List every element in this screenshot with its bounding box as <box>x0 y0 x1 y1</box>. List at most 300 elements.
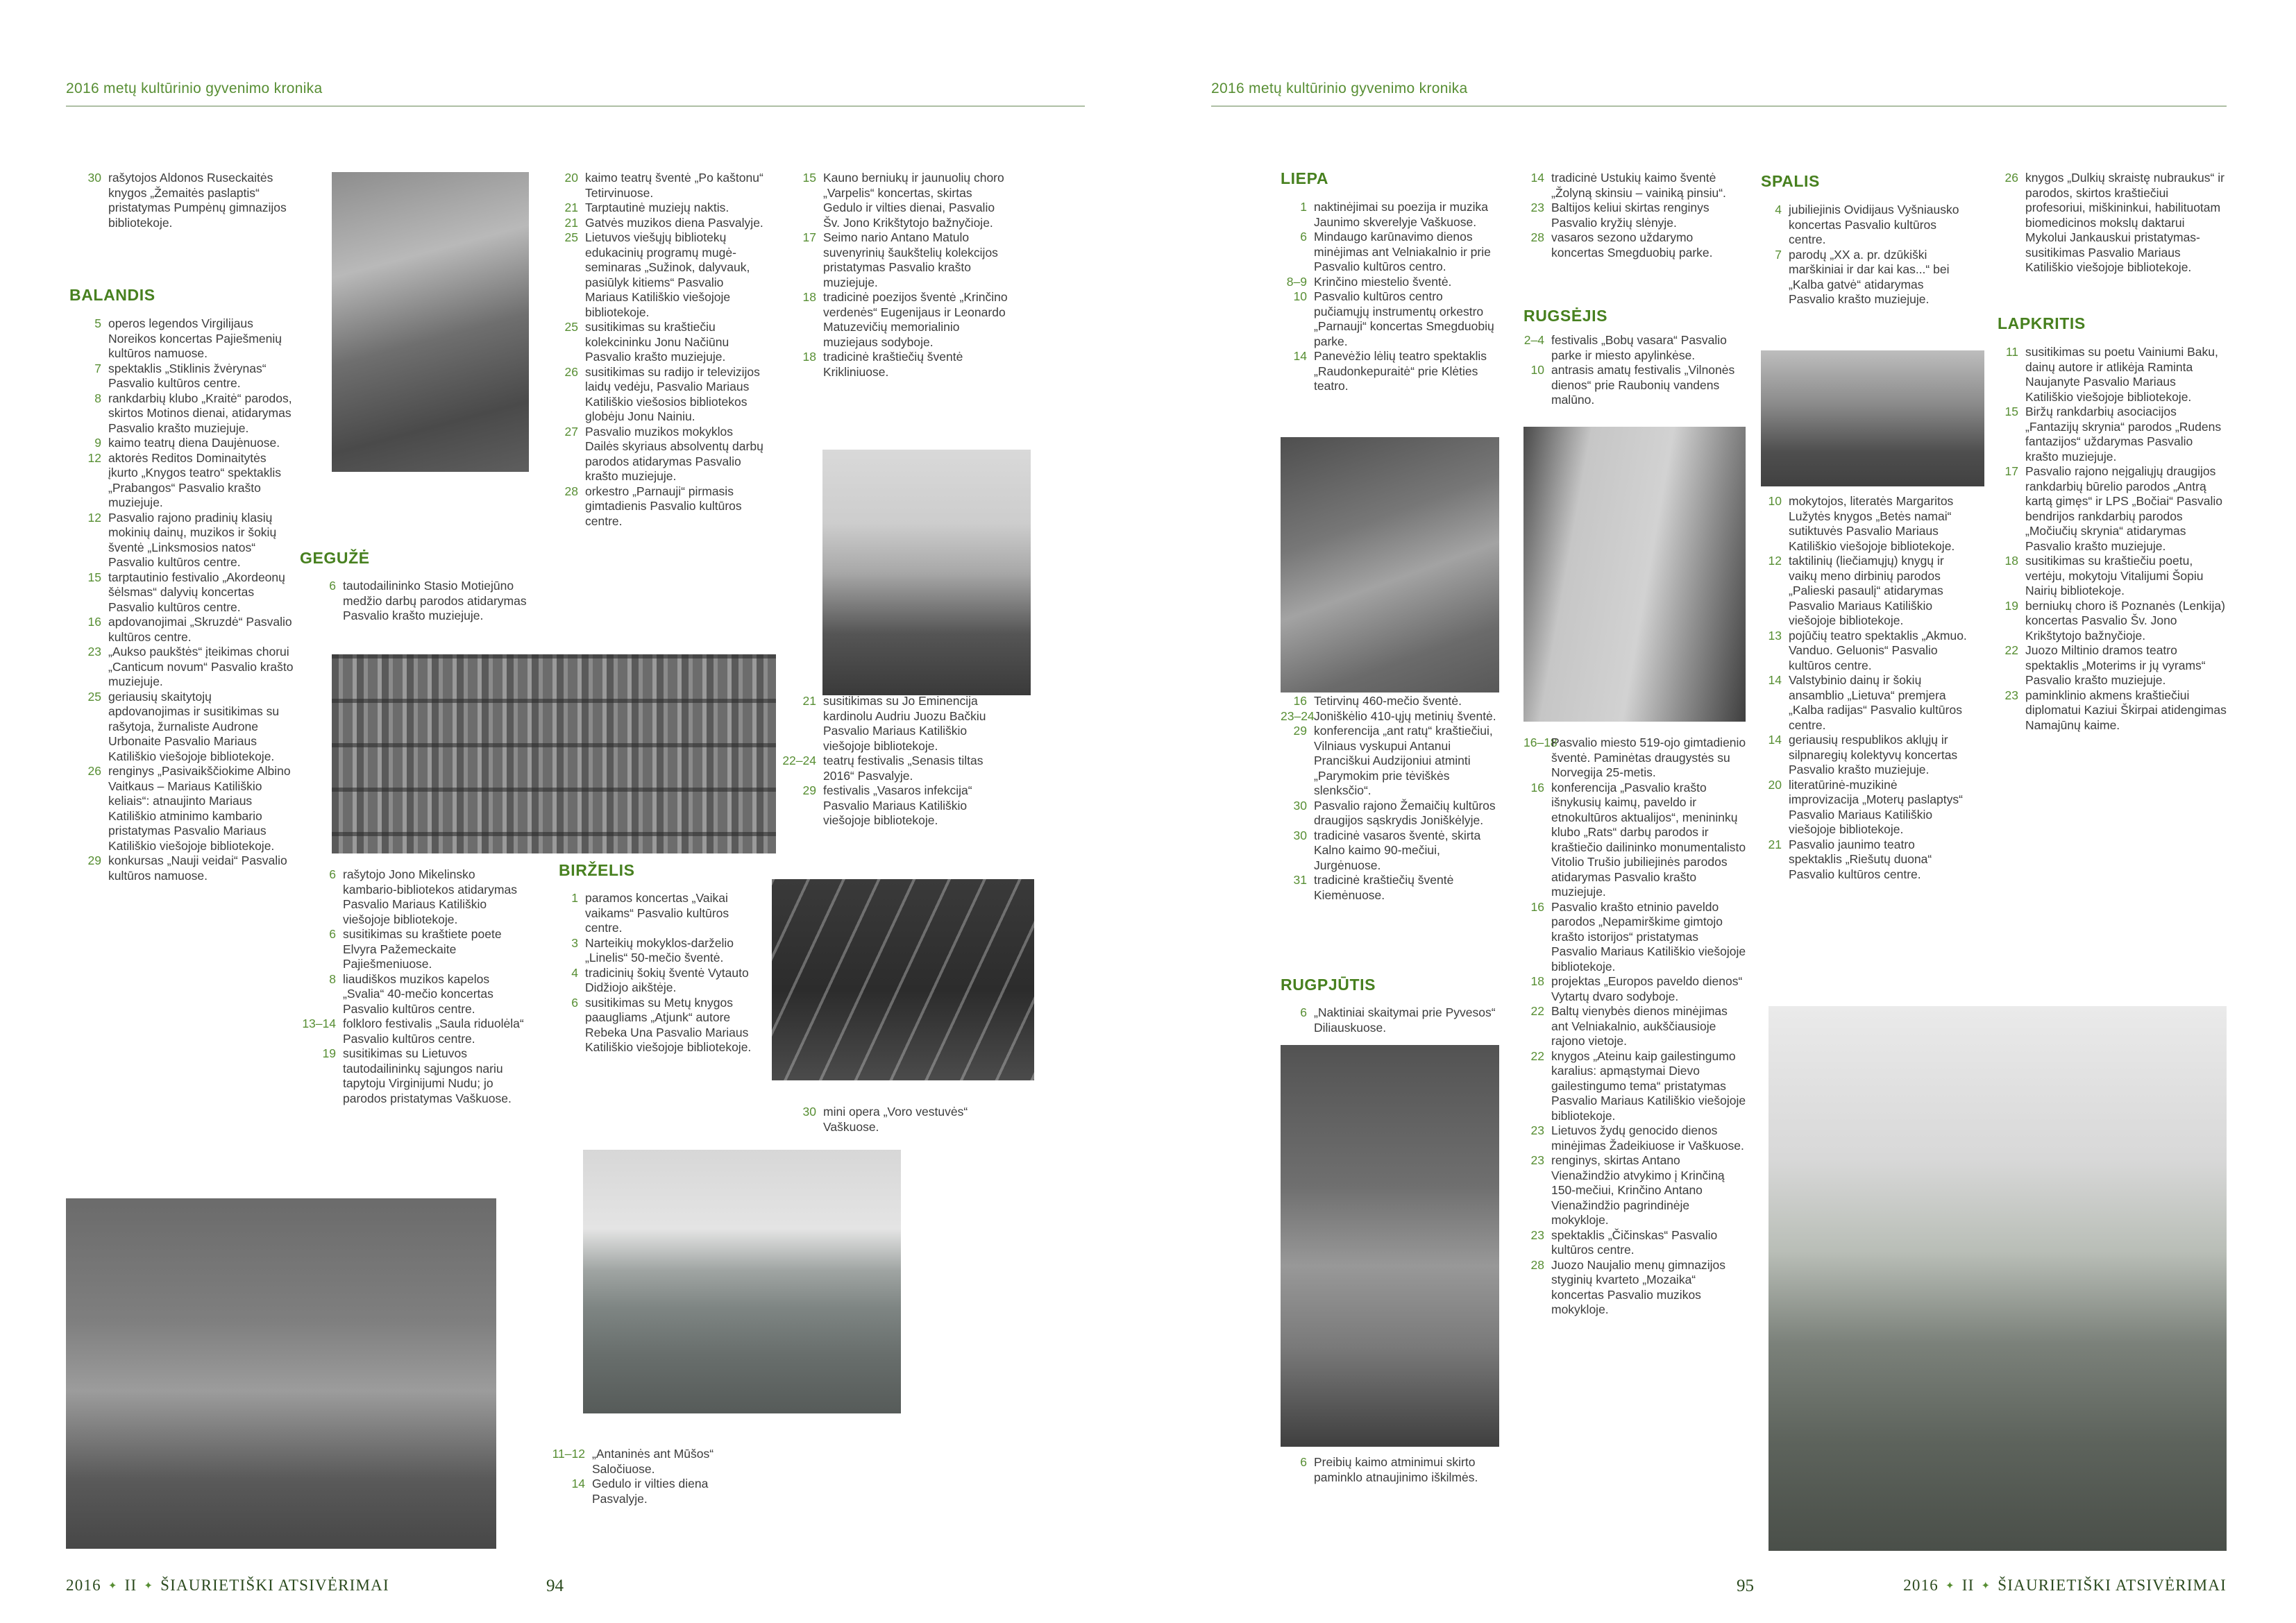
chronicle-entry <box>1761 248 1970 307</box>
entry-date: 6 <box>329 867 336 881</box>
entry-date: 15 <box>2004 405 2018 418</box>
diamond-separator-icon: ✦ <box>144 1581 154 1592</box>
entry-date: 18 <box>1530 974 1544 988</box>
entry-date: 10 <box>1768 494 1782 508</box>
chronicle-entry <box>69 570 296 615</box>
entry-date: 4 <box>571 965 578 980</box>
entry-date: 19 <box>2004 598 2018 613</box>
chronicle-entry <box>1523 1049 1747 1124</box>
entry-text: tradicinių šokių šventė Vytauto Didžiojo aikštėje. <box>585 965 749 994</box>
entry-text: spektaklis „Čičinskas“ Pasvalio kultūros centre. <box>1551 1227 1718 1257</box>
entry-text: tarptautinio festivalio „Akordeonų šėlsmas“ dalyvių koncertas Pasvalio kultūros centre. <box>108 570 285 614</box>
entry-text: apdovanojimai „Skruzdė“ Pasvalio kultūros centre. <box>108 615 292 644</box>
chronicle-entry <box>69 690 296 765</box>
chronicle-entry <box>559 201 769 216</box>
chronicle-entry <box>545 1447 759 1477</box>
entry-date: 17 <box>2004 464 2018 478</box>
entry-text: mini opera „Voro vestuvės“ Vaškuose. <box>823 1105 968 1134</box>
entry-text: knygos „Ateinu kaip gailestingumo karalius: apmąstymai Dievo gailestingumo tema“ pristatymas Pasvalio Mariaus Katiliškio viešojoje bibliotekoje. <box>1551 1048 1746 1123</box>
entry-date: 22 <box>1530 1048 1544 1063</box>
chronicle-entry <box>1281 724 1501 799</box>
entry-text: Juozo Naujalio menų gimnazijos styginių kvarteto „Mozaika“ koncertas Pasvalio muzikos mokykloje. <box>1551 1257 1725 1316</box>
diamond-separator-icon: ✦ <box>1981 1581 1991 1592</box>
chronicle-entry <box>545 1477 759 1506</box>
month-heading-rugpjutis: RUGPJŪTIS <box>1281 976 1376 994</box>
entry-text: projektas „Europos paveldo dienos“ Vytartų dvaro sodyboje. <box>1551 974 1743 1003</box>
chronicle-entry <box>1761 778 1970 838</box>
entry-text: konkursas „Nauji veidai“ Pasvalio kultūros namuose. <box>108 853 287 883</box>
entries-rugsejis <box>1523 333 1747 408</box>
month-heading-rugsejis: RUGSĖJIS <box>1523 307 1608 325</box>
entry-text: susitikimas su poetu Vainiumi Baku, dainų autore ir atlikėja Raminta Naujanyte Pasvalio Mariaus Katiliškio viešojoje bibliotekoje. <box>2025 345 2218 404</box>
diamond-separator-icon: ✦ <box>1945 1581 1955 1592</box>
chronicle-entry <box>559 425 769 484</box>
entry-date: 27 <box>564 424 578 439</box>
chronicle-entry <box>1761 629 1970 674</box>
entry-text: Pasvalio jaunimo teatro spektaklis „Riešutų duona“ Pasvalio kultūros centre. <box>1789 837 1932 881</box>
entry-text: „Antaninės ant Mūšos“ Saločiuose. <box>592 1447 714 1476</box>
entry-text: Gedulo ir vilties diena Pasvalyje. <box>592 1477 709 1506</box>
entry-date: 15 <box>802 171 816 185</box>
chronicle-entry <box>559 484 769 529</box>
photo-youth-group <box>66 1198 496 1549</box>
entry-text: susitikimas su Lietuvos tautodailininkų sąjungos nariu tapytoju Virginijumi Nudu; jo parodos pristatymas Vaškuose. <box>343 1046 512 1105</box>
entry-text: susitikimas su kraštiečiu kolekcininku Jonu Načiūnu Pasvalio krašto muziejuje. <box>585 320 729 364</box>
entries-lapkritis <box>1998 345 2227 733</box>
chronicle-entry <box>779 230 1009 290</box>
entry-date: 15 <box>87 570 101 584</box>
chronicle-entry <box>1998 405 2227 464</box>
entry-date: 12 <box>1768 554 1782 568</box>
entry-date: 6 <box>329 579 336 593</box>
chronicle-entry <box>1281 1005 1501 1035</box>
entry-date: 21 <box>564 215 578 230</box>
entry-text: festivalis „Bobų vasara“ Pasvalio parke ir miesto apylinkėse. <box>1551 333 1727 362</box>
chronicle-entry <box>1998 464 2227 554</box>
entry-text: naktinėjimai su poezija ir muzika Jaunimo skverelyje Vaškuose. <box>1314 200 1488 229</box>
entry-date: 16 <box>1293 694 1307 708</box>
entry-text: jubiliejinis Ovidijaus Vyšniausko koncertas Pasvalio kultūros centre. <box>1789 203 1959 246</box>
photo-river-boats <box>583 1150 901 1413</box>
entry-text: rašytojo Jono Mikelinsko kambario-bibliotekos atidarymas Pasvalio Mariaus Katiliškio viešojoje bibliotekoje. <box>343 867 517 926</box>
entry-date: 7 <box>94 361 101 375</box>
entry-text: knygos „Dulkių skraistę nubraukus“ ir parodos, skirtos kraštiečiui profesoriui, miškininkui, habilituotam biomedicinos mokslų daktarui Mykolui Jankauskui pristatymas-susitikimas Pasvalio Mariaus Katiliškio viešojoje bibliotekoje. <box>2025 171 2225 274</box>
entry-date: 25 <box>564 230 578 244</box>
entry-date: 6 <box>571 995 578 1010</box>
entry-text: aktorės Reditos Dominaitytės įkurto „Knygos teatro“ spektaklis „Prabangos“ Pasvalio krašto muziejuje. <box>108 450 281 509</box>
footer-series: ŠIAURIETIŠKI ATSIVĖRIMAI <box>1998 1577 2227 1594</box>
entry-date: 22 <box>1530 1004 1544 1018</box>
chronicle-entry <box>300 927 529 972</box>
chronicle-entry <box>1761 733 1970 778</box>
month-heading-liepa: LIEPA <box>1281 169 1329 187</box>
entry-text: Narteikių mokyklos-darželio „Linelis“ 50-mečio šventė. <box>585 935 734 965</box>
footer-volume: II <box>124 1577 137 1594</box>
entries-geguze-first <box>300 579 529 624</box>
entry-date: 7 <box>1775 247 1782 262</box>
entry-date: 12 <box>87 510 101 525</box>
chronicle-entry <box>1281 873 1501 903</box>
chronicle-entry <box>300 1046 529 1106</box>
entries-liepa-cont <box>1281 694 1501 903</box>
chronicle-entry <box>559 320 769 365</box>
chronicle-entry <box>1761 554 1970 629</box>
entry-text: kaimo teatrų diena Daujėnuose. <box>108 436 280 450</box>
entry-text: geriausių respublikos aklųjų ir silpnaregių kolektyvų koncertas Pasvalio krašto muziejuje. <box>1789 733 1958 776</box>
chronicle-entry <box>1523 363 1747 408</box>
entry-date: 18 <box>2004 554 2018 568</box>
chronicle-entry <box>1281 275 1501 290</box>
chronicle-entry <box>1761 838 1970 883</box>
entry-date: 6 <box>1300 1455 1307 1469</box>
chronicle-entry <box>559 216 769 231</box>
chronicle-entry <box>1523 1153 1747 1228</box>
chronicle-entry <box>300 579 529 624</box>
entry-date: 23–24 <box>1281 708 1315 723</box>
entry-text: Baltų vienybės dienos minėjimas ant Velniakalnio, aukščiausioje rajono vietoje. <box>1551 1004 1728 1048</box>
chronicle-entry <box>69 362 296 391</box>
entry-text: antrasis amatų festivalis „Vilnonės dienos“ prie Raubonių vandens malūno. <box>1551 363 1735 407</box>
month-heading-spalis: SPALIS <box>1761 172 1820 190</box>
entry-text: tradicinė Ustukių kaimo šventė „Žolyną skinsiu – vainiką pinsiu“. <box>1551 171 1726 200</box>
entry-text: tradicinė kraštiečių šventė Kiemėnuose. <box>1314 873 1454 902</box>
entry-text: Pasvalio muzikos mokyklos Dailės skyriaus absolventų darbų parodos atidarymas Pasvalio krašto muziejuje. <box>585 424 763 483</box>
chronicle-entry <box>779 290 1009 350</box>
entry-date: 13 <box>1768 628 1782 643</box>
entry-date: 14 <box>571 1477 585 1490</box>
footer-imprint-right <box>1903 1577 2227 1595</box>
chronicle-entry <box>559 966 769 996</box>
chronicle-entry <box>1523 201 1747 230</box>
entry-text: tradicinė vasaros šventė, skirta Kalno kaimo 90-mečiui, Jurgėnuose. <box>1314 828 1481 872</box>
chronicle-entry <box>1281 1455 1501 1485</box>
photo-library-shelves <box>332 654 776 853</box>
footer-series: ŠIAURIETIŠKI ATSIVĖRIMAI <box>160 1577 389 1594</box>
entry-date: 21 <box>802 694 816 708</box>
entry-date: 26 <box>564 364 578 379</box>
diamond-separator-icon: ✦ <box>108 1581 118 1592</box>
entry-date: 16 <box>1530 899 1544 914</box>
entry-text: Valstybinio dainų ir šokių ansamblio „Lietuva“ premjera „Kalba radijas“ Pasvalio kultūros centre. <box>1789 673 1962 732</box>
entry-date: 29 <box>802 783 816 797</box>
chronicle-entry <box>559 936 769 966</box>
entry-text: Panevėžio lėlių teatro spektaklis „Raudonkepuraitė“ prie Klėties teatro. <box>1314 349 1487 393</box>
entries-geguze-cont <box>559 171 769 529</box>
entry-date: 18 <box>802 350 816 364</box>
entry-text: Pasvalio rajono Žemaičių kultūros draugijos sąskrydis Joniškėlyje. <box>1314 798 1496 827</box>
entry-text: literatūrinė-muzikinė improvizacija „Moterų paslaptys“ Pasvalio Mariaus Katiliškio viešojoje bibliotekoje. <box>1789 777 1963 836</box>
month-heading-birzelis: BIRŽELIS <box>559 861 635 879</box>
chronicle-entry <box>1523 1123 1747 1153</box>
chronicle-entry <box>1281 349 1501 394</box>
header-rule-left <box>66 105 1085 107</box>
chronicle-entry <box>1281 200 1501 230</box>
chronicle-entry <box>1523 1258 1747 1318</box>
photo-theatre-scene <box>772 879 1034 1080</box>
photo-folk-women <box>1281 437 1499 692</box>
entry-text: Pasvalio rajono neįgaliųjų draugijos rankdarbių būrelio parodos „Antrą kartą gimęs“ ir LPS „Bočiai“ Pasvalio bendrijos rankdarbių parodos „Močiučių skrynia“ atidarymas Pasvalio krašto muziejuje. <box>2025 464 2222 553</box>
entry-text: konferencija „Pasvalio krašto išnykusių kaimų, paveldo ir etnokultūros aktualijos“, menininkų klubo „Rats“ darbų parodos ir kraštiečio dailininko monumentalisto Vitolio Trušio jubiliejinės parodos atidarymas Pasvalio krašto muziejuje. <box>1551 780 1746 899</box>
entry-date: 31 <box>1293 873 1307 887</box>
entry-date: 4 <box>1775 203 1782 216</box>
entries-spalis-cont <box>1761 494 1970 882</box>
chronicle-entry <box>1761 494 1970 554</box>
entry-text: paramos koncertas „Vaikai vaikams“ Pasvalio kultūros centre. <box>585 891 729 935</box>
entry-text: „Naktiniai skaitymai prie Pyvesos“ Diliauskuose. <box>1314 1005 1496 1035</box>
chronicle-entry <box>69 171 296 230</box>
entry-text: Gatvės muzikos diena Pasvalyje. <box>585 215 763 230</box>
entry-text: vasaros sezono uždarymo koncertas Smegduobių parke. <box>1551 230 1713 260</box>
entry-date: 29 <box>87 853 101 867</box>
page-number-left: 94 <box>546 1577 564 1595</box>
month-heading-geguze: GEGUŽĖ <box>300 549 370 567</box>
entry-text: Lietuvos žydų genocido dienos minėjimas Žadeikiuose ir Vaškuose. <box>1551 1123 1744 1153</box>
chronicle-entry <box>1281 829 1501 874</box>
entries-march-tail <box>69 171 296 230</box>
entry-text: Tetirvinų 460-mečio šventė. <box>1314 694 1462 708</box>
chronicle-entry <box>1281 799 1501 829</box>
entries-birzelis-col2 <box>779 171 1009 380</box>
photo-flower-women <box>1761 350 1984 486</box>
entry-text: susitikimas su kraštiete poete Elvyra Pažemeckaite Pajiešmeniuose. <box>343 927 502 971</box>
entry-text: liaudiškos muzikos kapelos „Svalia“ 40-mečio koncertas Pasvalio kultūros centre. <box>343 971 493 1016</box>
chronicle-entry <box>300 1017 529 1046</box>
entry-date: 30 <box>87 171 101 185</box>
chronicle-entry <box>69 391 296 436</box>
entry-date: 22–24 <box>782 754 816 767</box>
chronicle-entry <box>69 451 296 511</box>
entry-text: konferencija „ant ratų“ kraštiečiui, Vilniaus vyskupui Antanui Pranciškui Audzijoniui atminti „Parymokim prie tėviškės slenksčio“. <box>1314 724 1493 797</box>
entry-text: mokytojos, literatės Margaritos Lužytės knygos „Betės namai“ sutiktuvės Pasvalio Mariaus Katiliškio viešojoje bibliotekoje. <box>1789 494 1955 553</box>
entry-date: 30 <box>802 1105 816 1119</box>
chronicle-entry <box>559 996 769 1055</box>
entry-date: 16 <box>87 615 101 629</box>
entries-june-caption <box>545 1447 759 1506</box>
chronicle-entry <box>1998 643 2227 688</box>
entry-date: 28 <box>564 484 578 498</box>
entry-text: susitikimas su kraštiečiu poetu, vertėju, mokytoju Vitalijumi Šopiu Nairių bibliotekoje. <box>2025 554 2204 597</box>
entry-date: 11 <box>2005 345 2018 359</box>
chronicle-entry <box>559 230 769 320</box>
entry-date: 16–18 <box>1523 736 1558 749</box>
entry-text: berniukų choro iš Poznanės (Lenkija) koncertas Pasvalio Šv. Jono Krikštytojo bažnyčioje. <box>2025 598 2225 643</box>
chronicle-entry <box>1523 171 1747 201</box>
entry-text: operos legendos Virgilijaus Noreikos koncertas Pajiešmenių kultūros namuose. <box>108 316 282 360</box>
entry-date: 6 <box>1300 1005 1307 1019</box>
chronicle-entry <box>1523 781 1747 900</box>
entry-text: spektaklis „Stiklinis žvėrynas“ Pasvalio kultūros centre. <box>108 361 267 390</box>
chronicle-entry <box>69 436 296 451</box>
chronicle-entry <box>300 867 529 927</box>
chronicle-entry <box>559 171 769 201</box>
entry-text: Preibių kaimo atminimui skirto paminklo atnaujinimo iškilmės. <box>1314 1455 1478 1484</box>
entry-text: orkestro „Parnauji“ pirmasis gimtadienis Pasvalio kultūros centre. <box>585 484 742 528</box>
entry-date: 16 <box>1530 780 1544 794</box>
entry-date: 18 <box>802 290 816 304</box>
chronicle-entry <box>1523 900 1747 975</box>
page-header-left: 2016 metų kultūrinio gyvenimo kronika <box>66 80 323 96</box>
entry-text: susitikimas su Metų knygos paaugliams „Atjunk“ autore Rebeka Una Pasvalio Mariaus Katiliškio viešojoje bibliotekoje. <box>585 995 752 1054</box>
chronicle-entry <box>1523 230 1747 260</box>
entry-text: rašytojos Aldonos Ruseckaitės knygos „Žemaitės paslaptis“ pristatymas Pumpėnų gimnazijos bibliotekoje. <box>108 171 287 230</box>
entry-date: 9 <box>94 436 101 450</box>
entry-date: 14 <box>1293 349 1307 363</box>
entry-text: tautodailininko Stasio Motiejūno medžio darbų parodos atidarymas Pasvalio krašto muziejuje. <box>343 579 527 622</box>
entry-date: 23 <box>1530 1123 1544 1137</box>
entry-text: renginys „Pasivaikščiokime Albino Vaitkaus – Mariaus Katiliškio keliais“: atnaujinto Mariaus Katiliškio atminimo kambario pristatymas Pasvalio Mariaus Katiliškio viešojoje bibliotekoje. <box>108 764 291 853</box>
entry-date: 23 <box>2004 688 2018 702</box>
entry-date: 2–4 <box>1523 333 1544 347</box>
entries-rugpjutis-tail <box>1281 1455 1501 1485</box>
chronicle-entry <box>1281 230 1501 275</box>
entry-date: 8 <box>94 391 101 405</box>
chronicle-entry <box>69 645 296 690</box>
entry-text: paminklinio akmens kraštiečiui diplomatui Kaziui Škirpai atidengimas Namajūnų kaime. <box>2025 688 2227 732</box>
chronicle-entry <box>779 350 1009 380</box>
entry-date: 13–14 <box>302 1017 336 1030</box>
entry-text: tradicinė poezijos šventė „Krinčino verdenės“ Eugenijaus ir Leonardo Matuzevičių memorialinio muziejaus sodyboje. <box>823 290 1008 349</box>
entry-date: 23 <box>87 645 101 658</box>
chronicle-entry <box>779 694 1009 754</box>
entry-date: 1 <box>1300 200 1307 214</box>
entry-date: 11–12 <box>552 1447 585 1461</box>
entry-text: Joniškėlio 410-ųjų metinių šventė. <box>1314 708 1496 723</box>
footer-volume: II <box>1961 1577 1975 1594</box>
entry-date: 25 <box>564 320 578 334</box>
chronicle-entry <box>69 853 296 883</box>
chronicle-entry <box>69 511 296 570</box>
footer-year: 2016 <box>1903 1577 1939 1594</box>
entry-date: 21 <box>1768 837 1782 851</box>
photo-flag-trees <box>1769 1006 2227 1551</box>
chronicle-entry <box>1523 1228 1747 1258</box>
chronicle-entry <box>1523 1004 1747 1049</box>
entry-date: 23 <box>1530 201 1544 214</box>
chronicle-entry <box>779 1105 1009 1135</box>
entries-birzelis-col4 <box>779 1105 1009 1135</box>
photo-monument-nun <box>1281 1045 1499 1447</box>
chronicle-entry <box>1761 203 1970 248</box>
entry-date: 26 <box>87 764 101 778</box>
entries-rugpjutis <box>1281 1005 1501 1035</box>
entries-balandis <box>69 316 296 883</box>
entry-text: geriausių skaitytojų apdovanojimas ir susitikimas su rašytoja, žurnaliste Audrone Urbonaite Pasvalio Mariaus Katiliškio viešojoje bibliotekoje. <box>108 689 280 763</box>
entries-geguze-more <box>300 867 529 1106</box>
entry-date: 5 <box>94 316 101 330</box>
entry-date: 6 <box>1300 230 1307 244</box>
entry-date: 14 <box>1768 733 1782 747</box>
header-rule-right <box>1211 105 2227 107</box>
page-number-right: 95 <box>1737 1577 1754 1595</box>
entry-date: 14 <box>1530 171 1544 185</box>
photo-award-men <box>1523 427 1746 722</box>
entry-text: festivalis „Vasaros infekcija“ Pasvalio Mariaus Katiliškio viešojoje bibliotekoje. <box>823 783 972 827</box>
month-heading-lapkritis: LAPKRITIS <box>1998 314 2086 332</box>
entry-text: Juozo Miltinio dramos teatro spektaklis „Moterims ir jų vyrams“ Pasvalio krašto muziejuje. <box>2025 643 2206 687</box>
entry-text: Biržų rankdarbių asociacijos „Fantazijų skrynia“ parodos „Rudens fantazijos“ uždarymas Pasvalio krašto muziejuje. <box>2025 405 2222 464</box>
entry-date: 1 <box>571 891 578 905</box>
entry-text: „Aukso paukštės“ įteikimas chorui „Canticum novum“ Pasvalio krašto muziejuje. <box>108 645 294 688</box>
chronicle-entry <box>1998 599 2227 644</box>
chronicle-entry <box>779 754 1009 783</box>
entry-date: 28 <box>1530 1257 1544 1272</box>
chronicle-entry <box>1281 289 1501 349</box>
chronicle-entry <box>1281 709 1501 724</box>
entry-text: Pasvalio kultūros centro pučiamųjų instrumentų orkestro „Parnauji“ koncertas Smegduobių parke. <box>1314 289 1494 348</box>
entry-text: susitikimas su Jo Eminencija kardinolu Audriu Juozu Bačkiu Pasvalio Mariaus Katiliškio viešojoje bibliotekoje. <box>823 694 986 753</box>
entry-date: 6 <box>329 927 336 941</box>
entry-text: teatrų festivalis „Senasis tiltas 2016“ Pasvalyje. <box>823 754 984 783</box>
entry-date: 21 <box>564 201 578 214</box>
entry-date: 10 <box>1293 289 1307 303</box>
chronicle-entry <box>1523 974 1747 1004</box>
chronicle-entry <box>1998 688 2227 733</box>
entry-text: Pasvalio rajono pradinių klasių mokinių dainų, muzikos ir šokių šventė „Linksmosios natos“ Pasvalio kultūros centre. <box>108 510 277 569</box>
entry-text: pojūčių teatro spektaklis „Akmuo. Vanduo. Geluonis“ Pasvalio kultūros centre. <box>1789 628 1967 672</box>
entry-text: renginys, skirtas Antano Vienažindžio atvykimo į Krinčiną 150-mečiui, Krinčino Antano Vienažindžio pagrindinėje mokykloje. <box>1551 1153 1725 1227</box>
entries-birzelis-col3 <box>779 694 1009 829</box>
entry-date: 14 <box>1768 673 1782 687</box>
entries-birzelis <box>559 891 769 1055</box>
chronicle-entry <box>69 615 296 645</box>
photo-man-speaking <box>822 450 1031 695</box>
entry-text: taktilinių (liečiamųjų) knygų ir vaikų meno dirbinių parodos „Palieski pasaulį“ atidarymas Pasvalio Mariaus Katiliškio viešojoje bibliotekoje. <box>1789 554 1944 627</box>
entry-text: Seimo nario Antano Matulo suvenyrinių šaukštelių kolekcijos pristatymas Pasvalio krašto muziejuje. <box>823 230 998 289</box>
entry-date: 28 <box>1530 230 1544 244</box>
entry-text: parodų „XX a. pr. dzūkiški marškiniai ir dar kai kas...“ bei „Kalba gatvė“ atidarymas Pasvalio krašto muziejuje. <box>1789 247 1950 306</box>
chronicle-entry <box>779 171 1009 230</box>
entry-date: 3 <box>571 935 578 950</box>
entry-text: susitikimas su radijo ir televizijos laidų vedėju, Pasvalio Mariaus Katiliškio viešosios bibliotekos globėju Jonu Nainiu. <box>585 364 760 423</box>
entry-date: 8–9 <box>1286 274 1307 289</box>
entry-date: 10 <box>1530 363 1544 377</box>
entry-text: Lietuvos viešųjų bibliotekų edukacinių programų mugė-seminaras „Sužinok, dalyvauk, pasiūlyk kitiems“ Pasvalio Mariaus Katiliškio viešojoje bibliotekoje. <box>585 230 750 319</box>
entry-date: 8 <box>329 971 336 986</box>
chronicle-entry <box>1998 171 2227 275</box>
entry-text: folkloro festivalis „Saula riduolėla“ Pasvalio kultūros centre. <box>343 1017 524 1046</box>
entry-date: 30 <box>1293 798 1307 813</box>
chronicle-entry <box>1523 333 1747 363</box>
footer-year: 2016 <box>66 1577 101 1594</box>
chronicle-entry <box>1523 736 1747 781</box>
chronicle-entry <box>300 972 529 1017</box>
month-heading-balandis: BALANDIS <box>69 286 155 304</box>
entry-text: Kauno berniukų ir jaunuolių choro „Varpelis“ koncertas, skirtas Gedulo ir vilties dienai, Pasvalio Šv. Jono Krikštytojo bažnyčioje. <box>823 171 1004 230</box>
entry-text: kaimo teatrų šventė „Po kaštonu“ Tetirvinuose. <box>585 171 763 200</box>
entry-text: rankdarbių klubo „Kraitė“ parodos, skirtos Motinos dienai, atidarymas Pasvalio krašto muziejuje. <box>108 391 292 435</box>
chronicle-entry <box>1761 673 1970 733</box>
entry-date: 20 <box>564 171 578 185</box>
chronicle-entry <box>1998 554 2227 599</box>
chronicle-entry <box>779 783 1009 829</box>
entry-text: tradicinė kraštiečių šventė Krikliniuose. <box>823 350 963 379</box>
entry-text: Pasvalio miesto 519-ojo gimtadienio šventė. Paminėtas draugystės su Norvegija 25-metis. <box>1551 736 1746 779</box>
entry-date: 25 <box>87 689 101 704</box>
entry-text: Tarptautinė muziejų naktis. <box>585 201 729 214</box>
footer-imprint-left <box>66 1577 389 1595</box>
entry-date: 20 <box>1768 777 1782 792</box>
entries-spalis-tail <box>1998 171 2227 275</box>
entries-rugsejis-cont <box>1523 736 1747 1318</box>
chronicle-entry <box>1998 345 2227 405</box>
chronicle-entry <box>69 764 296 853</box>
entry-text: Krinčino miestelio šventė. <box>1314 274 1452 289</box>
chronicle-entry <box>559 365 769 425</box>
photo-women-pair <box>332 172 529 472</box>
entry-date: 12 <box>87 450 101 465</box>
entry-date: 23 <box>1530 1153 1544 1167</box>
page-header-right: 2016 metų kultūrinio gyvenimo kronika <box>1211 80 1468 96</box>
